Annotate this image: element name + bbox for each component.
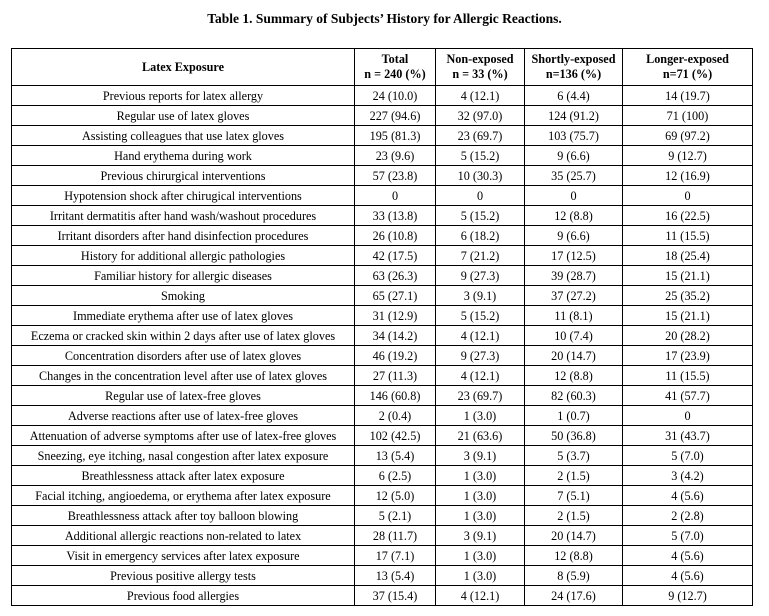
cell-shortly-exposed: 2 (1.5) <box>525 466 623 486</box>
cell-longer-exposed: 41 (57.7) <box>623 386 753 406</box>
table-row <box>12 286 753 306</box>
row-label: Regular use of latex gloves <box>12 106 355 126</box>
cell-total: 23 (9.6) <box>355 146 436 166</box>
cell-longer-exposed: 12 (16.9) <box>623 166 753 186</box>
row-label: Irritant dermatitis after hand wash/washout procedures <box>12 206 355 226</box>
table-row <box>12 186 753 206</box>
table-row <box>12 426 753 446</box>
table-row <box>12 86 753 106</box>
cell-total: 6 (2.5) <box>355 466 436 486</box>
table-row <box>12 486 753 506</box>
header-longer-exposed <box>623 49 753 86</box>
row-label: Irritant disorders after hand disinfection procedures <box>12 226 355 246</box>
cell-non-exposed: 21 (63.6) <box>436 426 525 446</box>
row-label: History for additional allergic pathologies <box>12 246 355 266</box>
header-non-exposed-n: n = 33 (%) <box>452 67 508 81</box>
header-row <box>12 49 753 86</box>
cell-non-exposed: 5 (15.2) <box>436 306 525 326</box>
cell-shortly-exposed: 103 (75.7) <box>525 126 623 146</box>
cell-total: 13 (5.4) <box>355 566 436 586</box>
row-label: Hypotension shock after chirugical interventions <box>12 186 355 206</box>
cell-non-exposed: 1 (3.0) <box>436 566 525 586</box>
cell-longer-exposed: 9 (12.7) <box>623 586 753 606</box>
cell-shortly-exposed: 37 (27.2) <box>525 286 623 306</box>
cell-longer-exposed: 18 (25.4) <box>623 246 753 266</box>
cell-shortly-exposed: 12 (8.8) <box>525 546 623 566</box>
header-non-exposed <box>436 49 525 86</box>
table-row <box>12 266 753 286</box>
header-total-title: Total <box>381 52 409 66</box>
cell-total: 42 (17.5) <box>355 246 436 266</box>
header-latex-exposure: Latex Exposure <box>12 49 355 86</box>
row-label: Breathlessness attack after toy balloon blowing <box>12 506 355 526</box>
cell-shortly-exposed: 12 (8.8) <box>525 366 623 386</box>
cell-shortly-exposed: 5 (3.7) <box>525 446 623 466</box>
header-shortly-exposed-n: n=136 (%) <box>545 67 602 81</box>
row-label: Assisting colleagues that use latex gloves <box>12 126 355 146</box>
cell-longer-exposed: 31 (43.7) <box>623 426 753 446</box>
cell-non-exposed: 32 (97.0) <box>436 106 525 126</box>
cell-non-exposed: 1 (3.0) <box>436 486 525 506</box>
cell-longer-exposed: 2 (2.8) <box>623 506 753 526</box>
header-longer-exposed-n: n=71 (%) <box>662 67 713 81</box>
table-body <box>12 86 753 606</box>
cell-longer-exposed: 11 (15.5) <box>623 366 753 386</box>
cell-shortly-exposed: 10 (7.4) <box>525 326 623 346</box>
table-row <box>12 226 753 246</box>
cell-non-exposed: 1 (3.0) <box>436 546 525 566</box>
row-label: Visit in emergency services after latex exposure <box>12 546 355 566</box>
cell-longer-exposed: 71 (100) <box>623 106 753 126</box>
cell-longer-exposed: 17 (23.9) <box>623 346 753 366</box>
cell-longer-exposed: 0 <box>623 186 753 206</box>
cell-non-exposed: 7 (21.2) <box>436 246 525 266</box>
cell-total: 0 <box>355 186 436 206</box>
row-label: Previous positive allergy tests <box>12 566 355 586</box>
table-row <box>12 566 753 586</box>
cell-longer-exposed: 4 (5.6) <box>623 566 753 586</box>
allergy-history-table <box>11 48 753 606</box>
row-label: Eczema or cracked skin within 2 days after use of latex gloves <box>12 326 355 346</box>
row-label: Previous chirurgical interventions <box>12 166 355 186</box>
row-label: Previous reports for latex allergy <box>12 86 355 106</box>
header-longer-exposed-title: Longer-exposed <box>646 52 729 66</box>
cell-shortly-exposed: 6 (4.4) <box>525 86 623 106</box>
cell-shortly-exposed: 124 (91.2) <box>525 106 623 126</box>
cell-shortly-exposed: 2 (1.5) <box>525 506 623 526</box>
cell-total: 13 (5.4) <box>355 446 436 466</box>
cell-total: 2 (0.4) <box>355 406 436 426</box>
cell-non-exposed: 3 (9.1) <box>436 446 525 466</box>
cell-shortly-exposed: 9 (6.6) <box>525 146 623 166</box>
table-row <box>12 346 753 366</box>
cell-shortly-exposed: 17 (12.5) <box>525 246 623 266</box>
row-label: Previous food allergies <box>12 586 355 606</box>
cell-shortly-exposed: 11 (8.1) <box>525 306 623 326</box>
cell-total: 24 (10.0) <box>355 86 436 106</box>
header-total <box>355 49 436 86</box>
cell-non-exposed: 4 (12.1) <box>436 326 525 346</box>
cell-longer-exposed: 11 (15.5) <box>623 226 753 246</box>
cell-total: 63 (26.3) <box>355 266 436 286</box>
cell-shortly-exposed: 82 (60.3) <box>525 386 623 406</box>
cell-shortly-exposed: 24 (17.6) <box>525 586 623 606</box>
cell-shortly-exposed: 7 (5.1) <box>525 486 623 506</box>
row-label: Concentration disorders after use of latex gloves <box>12 346 355 366</box>
cell-shortly-exposed: 39 (28.7) <box>525 266 623 286</box>
table-caption: Table 1. Summary of Subjects’ History for Allergic Reactions. <box>207 11 562 26</box>
header-non-exposed-title: Non-exposed <box>446 52 514 66</box>
cell-shortly-exposed: 12 (8.8) <box>525 206 623 226</box>
cell-total: 26 (10.8) <box>355 226 436 246</box>
cell-longer-exposed: 3 (4.2) <box>623 466 753 486</box>
cell-longer-exposed: 5 (7.0) <box>623 526 753 546</box>
cell-total: 5 (2.1) <box>355 506 436 526</box>
row-label: Regular use of latex-free gloves <box>12 386 355 406</box>
cell-total: 46 (19.2) <box>355 346 436 366</box>
cell-longer-exposed: 0 <box>623 406 753 426</box>
cell-total: 27 (11.3) <box>355 366 436 386</box>
cell-non-exposed: 1 (3.0) <box>436 506 525 526</box>
cell-non-exposed: 23 (69.7) <box>436 386 525 406</box>
row-label: Breathlessness attack after latex exposure <box>12 466 355 486</box>
cell-total: 146 (60.8) <box>355 386 436 406</box>
cell-non-exposed: 23 (69.7) <box>436 126 525 146</box>
cell-non-exposed: 5 (15.2) <box>436 146 525 166</box>
table-row <box>12 366 753 386</box>
cell-non-exposed: 0 <box>436 186 525 206</box>
cell-longer-exposed: 15 (21.1) <box>623 266 753 286</box>
row-label: Immediate erythema after use of latex gloves <box>12 306 355 326</box>
cell-longer-exposed: 14 (19.7) <box>623 86 753 106</box>
table-row <box>12 466 753 486</box>
table-row <box>12 386 753 406</box>
cell-shortly-exposed: 20 (14.7) <box>525 346 623 366</box>
cell-total: 102 (42.5) <box>355 426 436 446</box>
table-row <box>12 586 753 606</box>
cell-longer-exposed: 5 (7.0) <box>623 446 753 466</box>
cell-non-exposed: 9 (27.3) <box>436 266 525 286</box>
row-label: Sneezing, eye itching, nasal congestion after latex exposure <box>12 446 355 466</box>
table-row <box>12 106 753 126</box>
header-total-n: n = 240 (%) <box>364 67 426 81</box>
cell-non-exposed: 4 (12.1) <box>436 586 525 606</box>
cell-non-exposed: 9 (27.3) <box>436 346 525 366</box>
table-row <box>12 306 753 326</box>
cell-non-exposed: 3 (9.1) <box>436 526 525 546</box>
table-row <box>12 146 753 166</box>
cell-longer-exposed: 4 (5.6) <box>623 486 753 506</box>
cell-non-exposed: 6 (18.2) <box>436 226 525 246</box>
cell-total: 34 (14.2) <box>355 326 436 346</box>
cell-shortly-exposed: 1 (0.7) <box>525 406 623 426</box>
table-row <box>12 546 753 566</box>
cell-non-exposed: 4 (12.1) <box>436 86 525 106</box>
cell-longer-exposed: 69 (97.2) <box>623 126 753 146</box>
row-label: Adverse reactions after use of latex-free gloves <box>12 406 355 426</box>
cell-shortly-exposed: 20 (14.7) <box>525 526 623 546</box>
table-row <box>12 506 753 526</box>
cell-longer-exposed: 9 (12.7) <box>623 146 753 166</box>
cell-shortly-exposed: 50 (36.8) <box>525 426 623 446</box>
cell-total: 28 (11.7) <box>355 526 436 546</box>
cell-total: 31 (12.9) <box>355 306 436 326</box>
cell-total: 17 (7.1) <box>355 546 436 566</box>
cell-total: 65 (27.1) <box>355 286 436 306</box>
cell-non-exposed: 3 (9.1) <box>436 286 525 306</box>
cell-total: 57 (23.8) <box>355 166 436 186</box>
table-row <box>12 246 753 266</box>
cell-shortly-exposed: 9 (6.6) <box>525 226 623 246</box>
row-label: Facial itching, angioedema, or erythema after latex exposure <box>12 486 355 506</box>
row-label: Attenuation of adverse symptoms after use of latex-free gloves <box>12 426 355 446</box>
cell-total: 37 (15.4) <box>355 586 436 606</box>
row-label: Hand erythema during work <box>12 146 355 166</box>
cell-non-exposed: 1 (3.0) <box>436 406 525 426</box>
cell-longer-exposed: 25 (35.2) <box>623 286 753 306</box>
cell-non-exposed: 1 (3.0) <box>436 466 525 486</box>
cell-shortly-exposed: 8 (5.9) <box>525 566 623 586</box>
cell-total: 33 (13.8) <box>355 206 436 226</box>
table-row <box>12 326 753 346</box>
cell-total: 12 (5.0) <box>355 486 436 506</box>
row-label: Changes in the concentration level after use of latex gloves <box>12 366 355 386</box>
cell-shortly-exposed: 35 (25.7) <box>525 166 623 186</box>
table-row <box>12 206 753 226</box>
table-row <box>12 526 753 546</box>
table-row <box>12 406 753 426</box>
header-shortly-exposed-title: Shortly-exposed <box>531 52 616 66</box>
cell-longer-exposed: 16 (22.5) <box>623 206 753 226</box>
row-label: Smoking <box>12 286 355 306</box>
cell-shortly-exposed: 0 <box>525 186 623 206</box>
cell-non-exposed: 10 (30.3) <box>436 166 525 186</box>
table-row <box>12 126 753 146</box>
table-row <box>12 166 753 186</box>
row-label: Additional allergic reactions non-related to latex <box>12 526 355 546</box>
cell-total: 227 (94.6) <box>355 106 436 126</box>
row-label: Familiar history for allergic diseases <box>12 266 355 286</box>
cell-longer-exposed: 4 (5.6) <box>623 546 753 566</box>
cell-longer-exposed: 15 (21.1) <box>623 306 753 326</box>
cell-non-exposed: 5 (15.2) <box>436 206 525 226</box>
cell-longer-exposed: 20 (28.2) <box>623 326 753 346</box>
header-shortly-exposed <box>525 49 623 86</box>
cell-total: 195 (81.3) <box>355 126 436 146</box>
cell-non-exposed: 4 (12.1) <box>436 366 525 386</box>
table-row <box>12 446 753 466</box>
